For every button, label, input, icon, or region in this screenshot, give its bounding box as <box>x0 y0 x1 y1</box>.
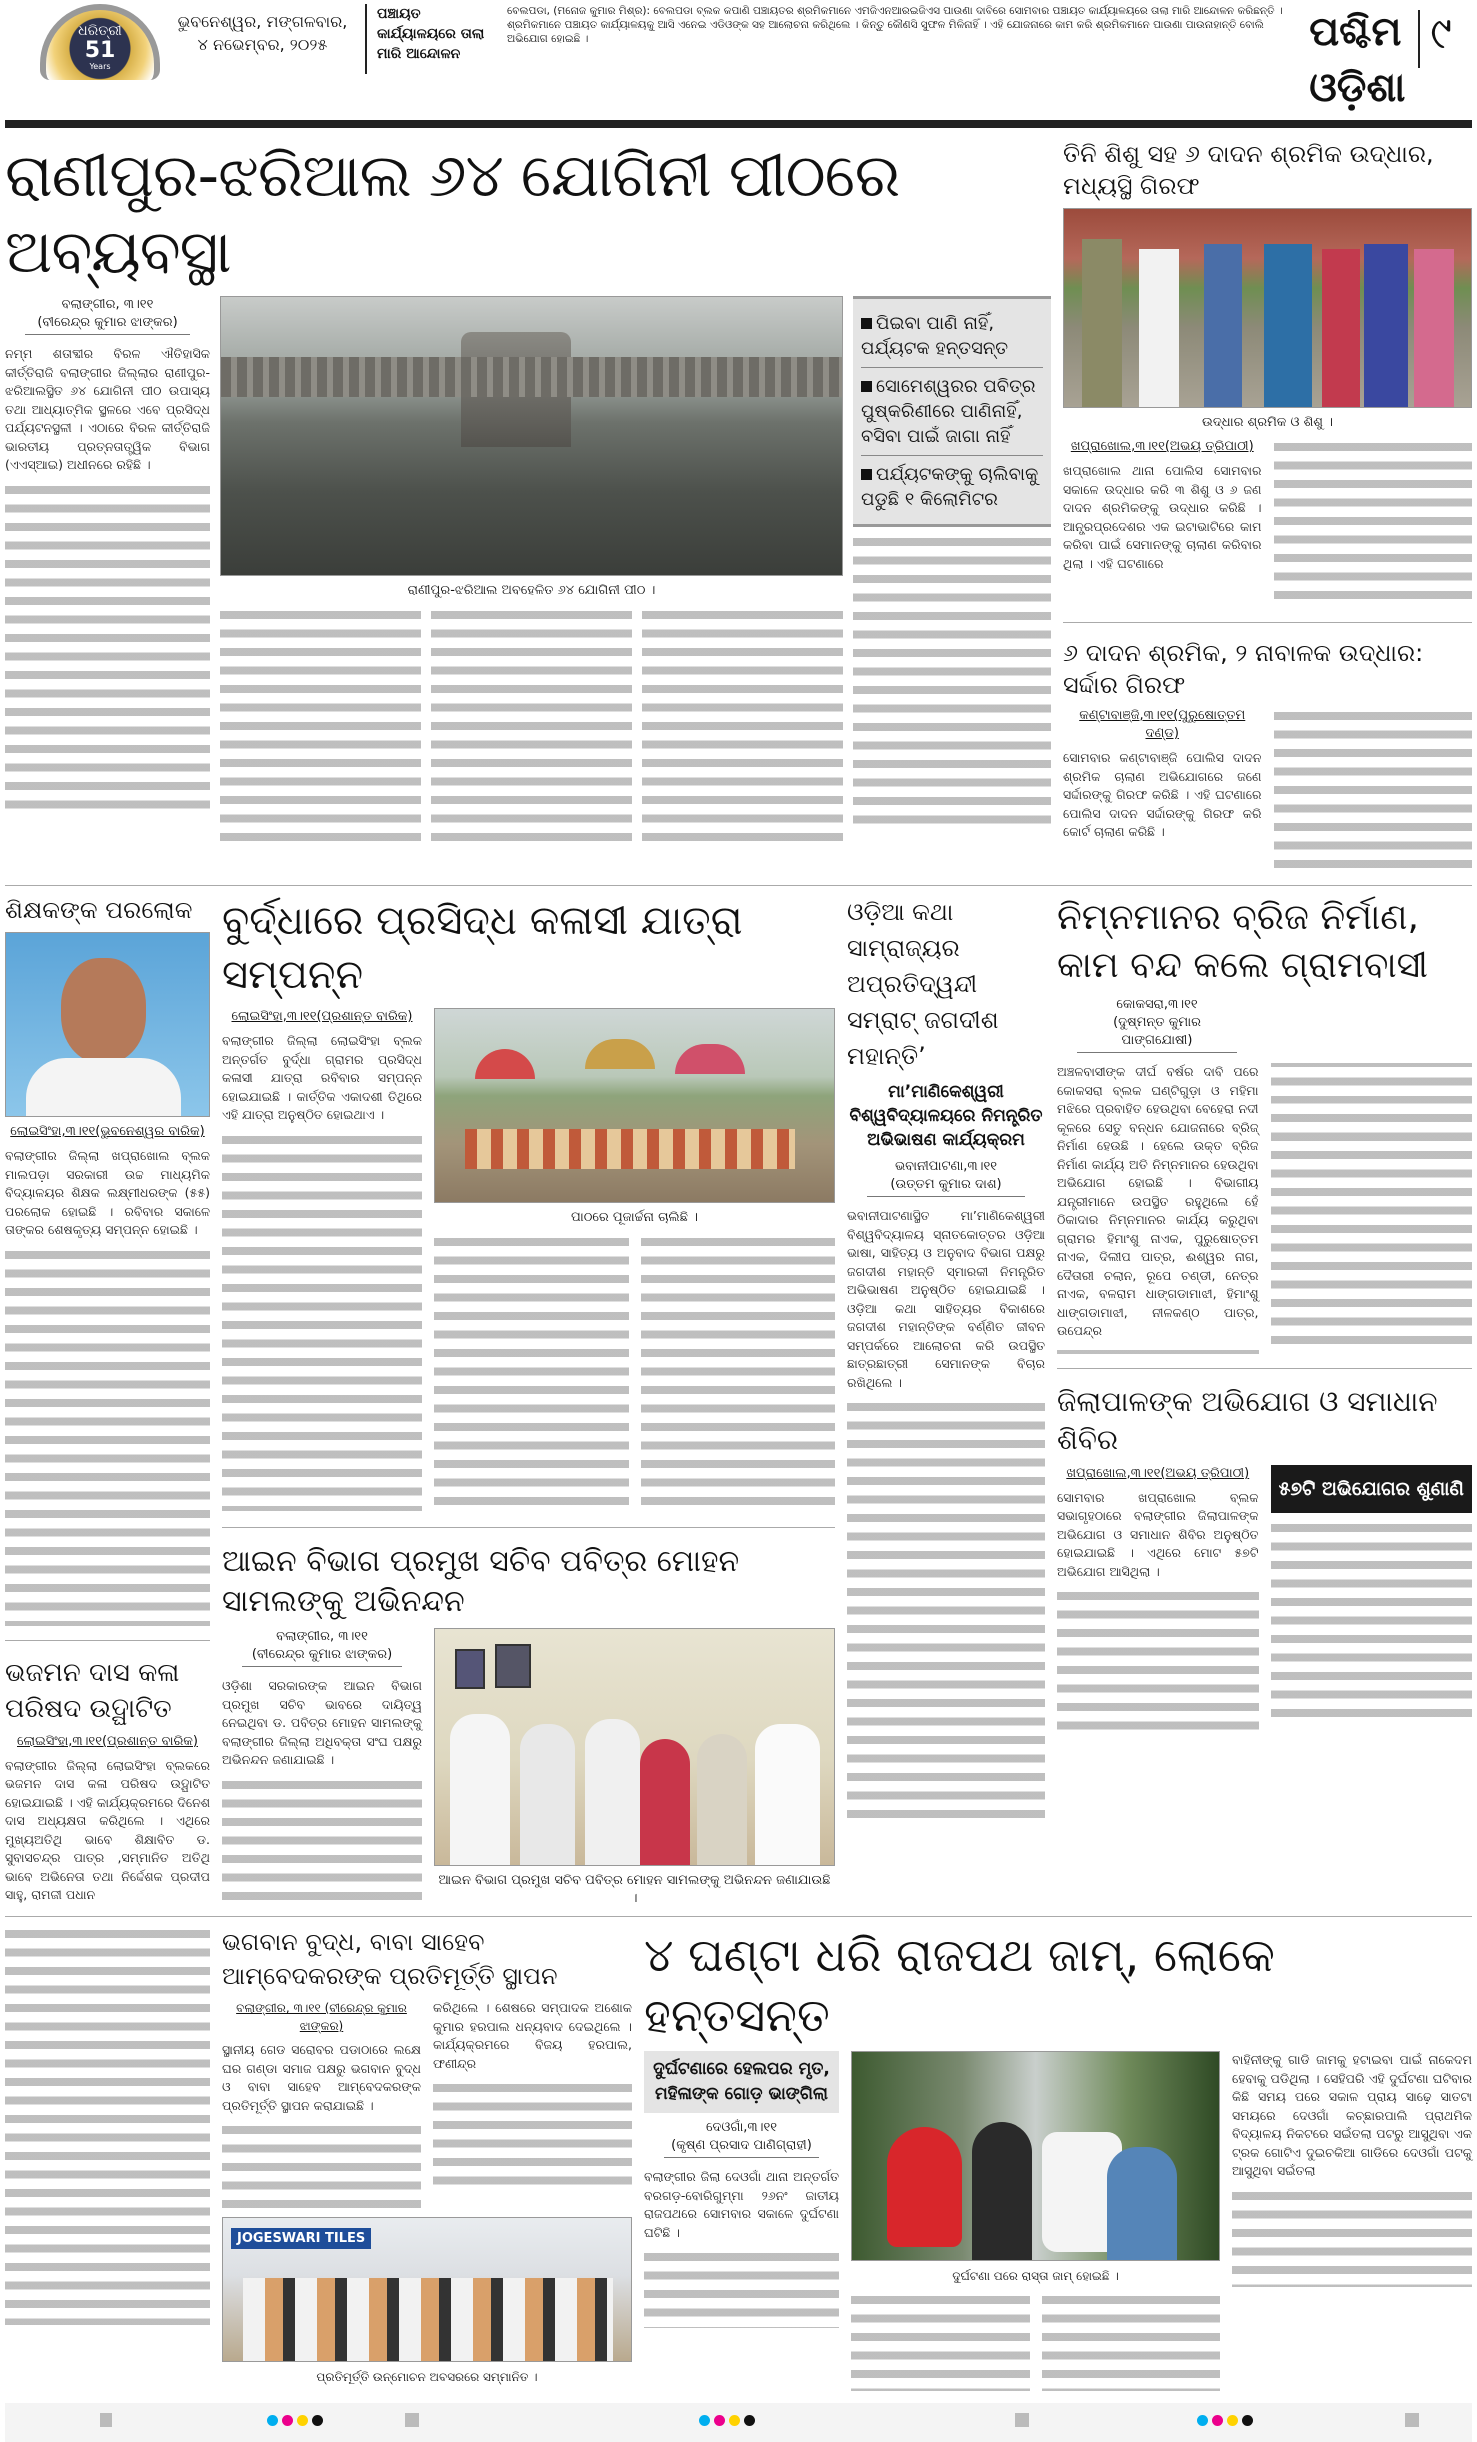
main-body-col-1 <box>5 296 210 811</box>
teacher-portrait <box>5 932 210 1117</box>
page-number: ୯ <box>1430 8 1452 59</box>
text-lines <box>222 1776 422 1906</box>
text-lines <box>642 606 843 846</box>
kalasi-columns <box>222 1008 835 1513</box>
text-lines <box>644 2248 839 2328</box>
kalasi-headline: ବୁର୍ଦ୍ଧାରେ ପ୍ରସିଦ୍ଧ କଳାସୀ ଯାତ୍ରା ସମ୍ପନ୍ନ <box>222 898 743 998</box>
article-body: ଅଞ୍ଚଳବାସୀଙ୍କ ଦୀର୍ଘ ବର୍ଷର ଦାବି ପରେ କୋକସରା ବ୍ଲକ ଘଣ୍ଟିଗୁଡ଼ା ଓ ମହିମା ମଝିରେ ପ୍ରବାହିତ ହେଉଥିବା ବେହେରା ନଦୀ କୂଳରେ ସେତୁ ବନ୍ଧନ ଯୋଜନାରେ ବ୍ରିଜ୍ ନିର୍ମାଣ ହେଉଛି । ହେଲେ ଉକ୍ତ ବ୍ରିଜ ନିର୍ମାଣ କାର୍ଯ୍ୟ ଅତି ନିମ୍ନମାନର ହେଉଥିବା ଅଭିଯୋଗ ହୋଇଛି । ବିଭାଗୀୟ ଯନ୍ତ୍ରୀମାନେ ଉପସ୍ଥିତ ରହୁଥିଲେ ହେଁ ଠିକାଦାର ନିମ୍ନମାନର କାର୍ଯ୍ୟ କରୁଥିବା ଗ୍ରାମର ହିମାଂଶୁ ନାଏକ, ପୁରୁଷୋତ୍ତମ ନାଏକ, ଦିଲୀପ ପାତ୍ର, ଈଶ୍ୱର ନାଗ, ଦୈତାରୀ ଚଲାନ, ରୂପେ ଚଣ୍ଡୀ, ନେତ୍ର ନାଏକ, ବଳରାମ ଧାଙ୍ଗଡାମାଝୀ, ହିମାଂଶୁ ଧାଙ୍ଗଡାମାଝୀ, ନୀଳକଣ୍ଠ ପାତ୍ର, ଉପେନ୍ଦ୍ର <box>1057 1064 1259 1338</box>
text-lines <box>1271 1519 1473 1719</box>
jilapal-body-col-1 <box>1057 1465 1259 1738</box>
jam-photo-column <box>851 2051 1220 2391</box>
article-body: ବଲାଙ୍ଗୀର ଜିଲ୍ଲା ଲୋଇସିଂହା ବ୍ଲକ ଅନ୍ତର୍ଗତ ବୁର୍ଦ୍ଧା ଗ୍ରାମର ପ୍ରସିଦ୍ଧ କଳାସୀ ଯାତ୍ରା ରବିବାର ସମ୍ପନ୍ନ ହୋଇଯାଇଛି । କାର୍ତ୍ତିକ ଏକାଦଶୀ ତିଥିରେ ଏହି ଯାତ୍ରା ଅନୁଷ୍ଠିତ ହୋଇଥାଏ । <box>222 1033 422 1122</box>
row-middle <box>5 894 1472 1908</box>
text-lines <box>1057 1587 1259 1737</box>
center-column <box>222 894 835 1908</box>
photo-caption: ଆଇନ ବିଭାଗ ପ୍ରମୁଖ ସଚିବ ପବିତ୍ର ମୋହନ ସାମଲଙ୍କୁ ଅଭିନନ୍ଦନ ଜଣାଯାଉଛି । <box>438 1873 831 1906</box>
article-body: ସୋମବାର ଖପ୍ରାଖୋଲ ବ୍ଲକ ସଭାଗୃହଠାରେ ବଲାଙ୍ଗୀର ଜିଲାପାଳଙ୍କ ଅଭିଯୋଗ ଓ ସମାଧାନ ଶିବିର ଅନୁଷ୍ଠିତ ହୋଇଯାଇଛି । ଏଥିରେ ମୋଟ ୫୭ଟି ଅଭିଯୋଗ ଆସିଥିଲା । <box>1057 1489 1259 1579</box>
rescue2-body <box>1063 707 1472 877</box>
article-body: ଭବାନୀପାଟଣାସ୍ଥିତ ମା’ମାଣିକେଶ୍ୱରୀ ବିଶ୍ୱବିଦ୍ୟାଳୟ ସ୍ନାତକୋତ୍ତର ଓଡ଼ିଆ ଭାଷା, ସାହିତ୍ୟ ଓ ଅନୁବାଦ ବିଭାଗ ପକ୍ଷରୁ ଜଗଦୀଶ ମହାନ୍ତି ସ୍ମାରକୀ ନିମନ୍ତ୍ରିତ ଅଭିଭାଷଣ ଅନୁଷ୍ଠିତ ହୋଇଯାଇଛି । ଓଡ଼ିଆ କଥା ସାହିତ୍ୟର ବିକାଶରେ ଜଗଦୀଶ ମହାନ୍ତିଙ୍କ ବର୍ଣ୍ଣିତ ଜୀବନ ସମ୍ପର୍କରେ ଆଲୋଚନା କରି ଉପସ୍ଥିତ ଛାତ୍ରଛାତ୍ରୀ ସେମାନଙ୍କ ବିଚାର ରଖିଥିଲେ । <box>847 1208 1045 1390</box>
divider <box>222 1527 835 1528</box>
article-body: କରିଥିଲେ । ଶେଷରେ ସମ୍ପାଦକ ଅଶୋକ କୁମାର ହରପାଲ ଧନ୍ୟବାଦ ଦେଇଥିଲେ । କାର୍ଯ୍ୟକ୍ରମରେ ବିଜୟ ହରପାଲ, ଫଣୀନ୍ଦ୍ର <box>433 2000 632 2071</box>
buddha-story <box>222 1925 632 2386</box>
article-body: ନମ୍ମ ଶତାବ୍ଦୀର ବିରଳ ଐତିହାସିକ କୀର୍ତ୍ତିରାଜି ବଲାଙ୍ଗୀର ଜିଲ୍ଲାର ରାଣୀପୁର-ଝରିଆଲସ୍ଥିତ ୬୪ ଯୋଗିନୀ ପୀଠ ଉପାସ୍ୟ ତଥା ଆଧ୍ୟାତ୍ମିକ ସ୍ଥଳରେ ଏବେ ପ୍ରସିଦ୍ଧ ପର୍ଯ୍ୟଟନସ୍ଥଳୀ । ଏଠାରେ ବିରଳ କୀର୍ତ୍ତିରାଜି ଭାରତୀୟ ପ୍ରତ୍ନତାତ୍ତ୍ୱିକ ବିଭାଗ (ଏଏସ୍ଆଇ) ଅଧୀନରେ ରହିଛି । <box>5 346 210 472</box>
logo-years: Years <box>89 62 111 71</box>
left-column <box>5 894 210 1905</box>
buddha-body-col-1 <box>222 1999 421 2211</box>
text-lines <box>222 2121 421 2211</box>
jam-body-right <box>1232 2051 1472 2287</box>
article-body: ବାହିନୀଙ୍କୁ ଗାଡି ଜାମକୁ ହଟାଇବା ପାଇଁ ନାକେଦମ ହେବାକୁ ପଡିଥିଲା । ସେହିପରି ଏହି ଦୁର୍ଘଟଣା ଘଟିବାର କିଛି ସମୟ ପରେ ସକାଳ ପ୍ରାୟ ସାଢ଼େ ସାତଟା ସମୟରେ ଦେଓଗାଁ କଚ୍ଛାରପାଲି ପ୍ରାଥମିକ ବିଦ୍ୟାଳୟ ନିକଟରେ ସଇଁତଲା ପଟରୁ ଆସୁଥିବା ଏକ ଟ୍ରକ ଗୋଟିଏ ଦୁଇଚକିଆ ଗାଡିରେ ଦେଓଗାଁ ପଟକୁ ଆସୁଥିବା ସଇଁତଲା <box>1232 2052 1472 2178</box>
dateline: ଲୋଇସିଂହା,୩।୧୧(ପ୍ରଶାନ୍ତ ବାରିକ) <box>17 1733 198 1749</box>
cmyk-dots <box>267 2415 323 2426</box>
main-headline: ରାଣୀପୁର-ଝରିଆଲ ୬୪ ଯୋଗିନୀ ପୀଠରେ ଅବ୍ୟବସ୍ଥା <box>5 141 900 287</box>
text-lines <box>434 1233 629 1513</box>
print-registration-strip <box>5 2403 1472 2442</box>
masthead <box>5 0 1472 116</box>
law-photo-column <box>434 1628 835 1908</box>
text-lines <box>1232 2187 1472 2287</box>
jam-story <box>644 1925 1472 2391</box>
jilapal-body-col-2 <box>1271 1465 1473 1719</box>
accident-box: ଦୁର୍ଘଟଣାରେ ହେଲପର ମୃତ, ମହିଳାଙ୍କ ଗୋଡ଼ ଭାଙ୍ଗିଲା <box>644 2051 839 2113</box>
article-body: ସୋମବାର କଣ୍ଟାବାଞ୍ଜି ପୋଲିସ ଦାଦନ ଶ୍ରମିକ ଚାଲାଣ ଅଭିଯୋଗରେ ଜଣେ ସର୍ଦ୍ଦାରଙ୍କୁ ଗିରଫ କରିଛି । ଏହି ଘଟଣାରେ ପୋଲିସ ଦାଦନ ସର୍ଦ୍ଦାରଙ୍କୁ ଗିରଫ କରି କୋର୍ଟ ଚାଲାଣ କରିଛି । <box>1063 750 1262 839</box>
article-body: ସ୍ଥାନୀୟ ଗେଡ ସରୋବର ପଡାଠାରେ ଲକ୍ଷେ ଘର ଗଣ୍ଡା ସମାଜ ପକ୍ଷରୁ ଭଗବାନ ବୁଦ୍ଧ ଓ ବାବା ସାହେବ ଆମ୍ବେଦକରଙ୍କ ପ୍ରତିମୂର୍ତ୍ତି ସ୍ଥାପନ କରାଯାଇଛି । <box>222 2042 421 2113</box>
logo-number: 51 <box>84 38 116 63</box>
bridge-body <box>1057 1063 1472 1354</box>
dateline: ଖପ୍ରାଖୋଲ,୩।୧୧(ଅଭୟ ତ୍ରିପାଠୀ) <box>1066 1465 1250 1481</box>
photo-caption: ଦୁର୍ଘଟଣା ପରେ ରାସ୍ତା ଜାମ୍ ହୋଇଛି । <box>952 2269 1119 2283</box>
bhajaman-continued <box>5 1925 210 2325</box>
logo-text: ଧରିତ୍ରୀ <box>78 23 122 39</box>
law-columns <box>222 1628 835 1908</box>
jagadish-headline: ଓଡ଼ିଆ କଥା ସାମ୍ରାଜ୍ୟର ଅପ୍ରତିଦ୍ୱନ୍ଦୀ ସମ୍ରାଟ୍ ଜଗଦୀଶ ମହାନ୍ତି’ <box>847 898 999 1070</box>
divider <box>1057 1368 1472 1369</box>
teaser-text: ବେଲପଡା, (ମନୋଜ କୁମାର ମିଶ୍ର): ବେଲପଡା ବ୍ଲକ କପାଣି ପଞ୍ଚାୟତର ଶ୍ରମିକମାନେ ଏମଜିଏନଆରଇଜିଏସ ପାଉଣା ଦାବିରେ ସୋମବାର ପଞ୍ଚାୟତ କାର୍ଯ୍ୟାଳୟରେ ତାଲା ମାରି ଆନ୍ଦୋଳନ କରିଛନ୍ତି । ଶ୍ରମିକମାନେ ପଞ୍ଚାୟତ କାର୍ଯ୍ୟାଳୟକୁ ଆସି ଏନେଇ ଏଡିଓଙ୍କ ସହ ଆଲୋଚନା କରିଥିଲେ । କିନ୍ତୁ କୌଣସି ସୁଫଳ ମିଳିନାହିଁ । ଏହି ଯୋଜନାରେ କାମ କରି ଶ୍ରମିକମାନେ ପାଉଣା ପାଉନାହାନ୍ତି ବୋଲି ଅଭିଯୋଗ ହୋଇଛି । <box>507 5 1283 45</box>
main-story-columns <box>5 296 1051 846</box>
kalasi-photo-column <box>434 1008 835 1513</box>
section-title: ପଶ୍ଚିମ ଓଡ଼ିଶା <box>1309 9 1406 111</box>
text-lines <box>847 1398 1045 1818</box>
hearing-count-box: ୫୭ଟି ଅଭିଯୋଗର ଶୁଣାଣି <box>1271 1465 1473 1513</box>
rescue2-body-col-1 <box>1063 707 1262 842</box>
banner-text: JOGESWARI TILES <box>231 2228 371 2249</box>
jam-columns <box>644 2051 1472 2391</box>
dateline: ବଲାଙ୍ଗୀର, ୩।୧୧ (ବୀରେନ୍ଦ୍ର କୁମାର ଝାଙ୍କର) <box>222 1628 422 1671</box>
dateline: କୋକସରା,୩।୧୧ (ଦୁଷ୍ମନ୍ତ କୁମାର ପାଙ୍ଗଯୋଷୀ) <box>1057 996 1257 1057</box>
text-lines <box>853 533 1051 833</box>
text-lines <box>1274 438 1473 608</box>
rescue-headline: ତିନି ଶିଶୁ ସହ ୬ ଦାଦନ ଶ୍ରମିକ ଉଦ୍ଧାର, ମଧ୍ୟସ୍ଥି ଗିରଫ <box>1063 140 1434 200</box>
text-lines <box>433 2079 632 2189</box>
highlight-item: ପର୍ଯ୍ୟଟକଙ୍କୁ ଚାଲିବାକୁ ପଡୁଛି ୧ କିଲୋମିଟର <box>861 464 1039 510</box>
dateline: ଲୋଇସିଂହା,୩।୧୧(ପ୍ରଶାନ୍ତ ବାରିକ) <box>231 1009 413 1024</box>
buddha-body-col-2 <box>433 1999 632 2189</box>
law-headline: ଆଇନ ବିଭାଗ ପ୍ରମୁଖ ସଚିବ ପବିତ୍ର ମୋହନ ସାମଲଙ୍କୁ ଅଭିନନ୍ଦନ <box>222 1544 740 1619</box>
divider <box>5 1640 210 1641</box>
divider <box>1063 622 1472 623</box>
jam-headline: ୪ ଘଣ୍ଟା ଧରି ରାଜପଥ ଜାମ୍, ଲୋକେ ହନ୍ତସନ୍ତ <box>644 1928 1275 2042</box>
photo-caption: ରାଣୀପୁର-ଝରିଆଲ ଅବହେଳିତ ୬୪ ଯୋଗିନୀ ପୀଠ । <box>407 583 656 598</box>
jam-body <box>644 2051 839 2328</box>
highlight-item: ପିଇବା ପାଣି ନାହିଁ, ପର୍ଯ୍ୟଟକ ହନ୍ତସନ୍ତ <box>861 305 1043 368</box>
date-line-1: ଭୁବନେଶ୍ୱର, ମଙ୍ଗଳବାର, <box>177 12 348 31</box>
temple-photo <box>220 296 843 576</box>
traffic-jam-photo <box>851 2051 1220 2261</box>
law-body <box>222 1628 422 1906</box>
dateline: ଖପ୍ରାଖୋଲ,୩।୧୧(ଅଭୟ ତ୍ରିପାଠୀ) <box>1070 439 1254 454</box>
main-sidebar <box>853 296 1051 833</box>
cmyk-dots <box>1197 2415 1253 2426</box>
text-lines <box>1042 2291 1221 2391</box>
yatra-photo <box>434 1008 835 1203</box>
text-lines <box>222 1131 422 1511</box>
right-column-middle <box>1057 894 1472 1737</box>
buddha-body <box>222 1999 632 2211</box>
rescue-body <box>1063 438 1472 608</box>
dateline: ବଲାଙ୍ଗୀର, ୩।୧୧ (ବୀରେନ୍ଦ୍ର କୁମାର ଝାଙ୍କର) <box>236 2001 407 2033</box>
text-lines <box>431 606 632 846</box>
dateline: ଲୋଇସିଂହା,୩।୧୧(ଭୁବନେଶ୍ୱର ବାରିକ) <box>10 1124 205 1139</box>
teaser-title: ପଞ୍ଚାୟତ କାର୍ଯ୍ୟାଳୟରେ ତାଲା ମାରି ଆନ୍ଦୋଳନ <box>377 6 485 62</box>
right-column-top <box>1063 138 1472 877</box>
main-story <box>5 138 1051 846</box>
jilapal-body <box>1057 1465 1472 1738</box>
rescued-workers-photo <box>1063 208 1472 408</box>
article-body: ବଲାଙ୍ଗୀର ଜିଲ୍ଲା ଲୋଇସିଂହା ବ୍ଲକରେ ଭଜମନ ଦାସ କଳା ପରିଷଦ ଉଦ୍ଘାଟିତ ହୋଇଯାଇଛି । ଏହି କାର୍ଯ୍ୟକ୍ରମରେ ଦିନେଶ ଦାସ ଅଧ୍ୟକ୍ଷତା କରିଥିଲେ । ଏଥିରେ ମୁଖ୍ୟଅତିଥି ଭାବେ ଶିକ୍ଷାବିତ ଡ. ସୁବାସଚନ୍ଦ୍ର ପାତ୍ର ,ସମ୍ମାନିତ ଅତିଥି ଭାବେ ଅଭିନେତା ତଥା ନିର୍ଦ୍ଦେଶକ ପ୍ରଦୀପ ସାହୁ, ରାମଜୀ ପଧାନ <box>5 1757 210 1902</box>
text-lines <box>5 481 210 811</box>
text-lines <box>220 606 421 846</box>
divider <box>365 4 367 74</box>
dateline: ଦେଓଗାଁ,୩।୧୧ (କୃଷ୍ଣ ପ୍ରସାଦ ପାଣିଗ୍ରାହୀ) <box>644 2119 839 2162</box>
main-photo-column <box>220 296 843 846</box>
text-lines <box>5 1925 210 2325</box>
article-body: ଖପ୍ରାଖୋଲ ଥାନା ପୋଲିସ ସୋମବାର ସକାଳେ ଉଦ୍ଧାର କରି ୩ ଶିଶୁ ଓ ୬ ଜଣ ଦାଦନ ଶ୍ରମିକଙ୍କୁ ଉଦ୍ଧାର କରିଛି । ଆନ୍ଧ୍ରପ୍ରଦେଶର ଏକ ଇଟାଭାଟିରେ କାମ କରିବା ପାଇଁ ସେମାନଙ୍କୁ ଚାଲାଣ କରିବାର ଥିଲା । ଏହି ଘଟଣାରେ <box>1063 463 1262 571</box>
jagadish-subhead: ମା’ମାଣିକେଶ୍ୱରୀ ବିଶ୍ୱବିଦ୍ୟାଳୟରେ ନିମନ୍ତ୍ରିତ ଅଭିଭାଷଣ କାର୍ଯ୍ୟକ୍ରମ <box>849 1082 1043 1150</box>
masthead-rule <box>5 120 1472 128</box>
bridge-headline: ନିମ୍ନମାନର ବ୍ରିଜ ନିର୍ମାଣ, କାମ ବନ୍ଦ କଲେ ଗ୍ରାମବାସୀ <box>1057 897 1429 986</box>
highlights-box <box>853 296 1051 527</box>
highlight-item: ସୋମେଶ୍ୱରର ପବିତ୍ର ପୁଷ୍କରିଣୀରେ ପାଣିନାହିଁ, ବସିବା ପାଇଁ ଜାଗା ନାହିଁ <box>861 368 1043 456</box>
photo-caption: ଉଦ୍ଧାର ଶ୍ରମିକ ଓ ଶିଶୁ । <box>1202 415 1333 430</box>
buddha-headline: ଭଗବାନ ବୁଦ୍ଧ, ବାବା ସାହେବ ଆମ୍ବେଦକରଙ୍କ ପ୍ରତିମୂର୍ତ୍ତି ସ୍ଥାପନ <box>222 1928 558 1990</box>
cmyk-dots <box>699 2415 755 2426</box>
dateline: ଭବାନୀପାଟଣା,୩।୧୧ (ଉତ୍ତମ କୁମାର ଦାଶ) <box>847 1158 1045 1201</box>
main-body-lower <box>220 606 843 846</box>
bhajaman-headline: ଭଜମନ ଦାସ କଳା ପରିଷଦ ଉଦ୍ଘାଟିତ <box>5 1657 180 1724</box>
logo <box>40 4 160 80</box>
section-rule <box>5 1916 1472 1917</box>
rescue-body-col-1 <box>1063 438 1262 573</box>
felicitation-photo <box>434 1628 835 1866</box>
article-body: ବଲାଙ୍ଗୀର ଜିଲା ଦେଓଗାଁ ଥାନା ଅନ୍ତର୍ଗତ ବରଗଡ଼-ବୋରିଗୁମ୍ମା ୨୬ନଂ ଜାତୀୟ ରାଜପଥରେ ସୋମବାର ସକାଳେ ଦୁର୍ଘଟଣା ଘଟିଛି । <box>644 2169 839 2240</box>
date-line-2: ୪ ନଭେମ୍ବର, ୨୦୨୫ <box>197 35 328 54</box>
section-rule <box>5 885 1472 886</box>
issue-date <box>170 4 355 56</box>
article-body: ଓଡ଼ିଶା ସରକାରଙ୍କ ଆଇନ ବିଭାଗ ପ୍ରମୁଖ ସଚିବ ଭାବରେ ଦାୟିତ୍ୱ ନେଇଥିବା ଡ. ପବିତ୍ର ମୋହନ ସାମଲଙ୍କୁ ବଲାଙ୍ଗୀର ଜିଲ୍ଲା ଅଧିବକ୍ତା ସଂଘ ପକ୍ଷରୁ ଅଭିନନ୍ଦନ ଜଣାଯାଇଛି । <box>222 1678 422 1767</box>
obituary-headline: ଶିକ୍ଷକଙ୍କ ପରଲୋକ <box>5 896 193 924</box>
jagadish-column <box>847 894 1045 1818</box>
photo-caption: ପାଠରେ ପୂଜାର୍ଚ୍ଚନା ଚାଲିଛି । <box>571 1210 698 1225</box>
jilapal-headline: ଜିଲାପାଳଙ୍କ ଅଭିଯୋଗ ଓ ସମାଧାନ ଶିବିର <box>1057 1384 1438 1456</box>
kalasi-body <box>222 1008 422 1511</box>
dateline: ବଲାଙ୍ଗୀର, ୩।୧୧ (ବୀରେନ୍ଦ୍ର କୁମାର ଝାଙ୍କର) <box>5 296 210 339</box>
divider <box>1418 10 1420 68</box>
text-lines <box>641 1233 836 1513</box>
text-lines <box>5 1246 210 1626</box>
kalasi-body-lower <box>434 1233 835 1513</box>
text-lines <box>1274 707 1473 877</box>
statue-inauguration-photo <box>222 2217 632 2362</box>
row-top <box>5 138 1472 877</box>
text-lines <box>851 2291 1030 2391</box>
row-bottom <box>5 1925 1472 2391</box>
photo-caption: ପ୍ରତିମୂର୍ତ୍ତି ଉନ୍ମୋଚନ ଅବସରରେ ସମ୍ମାନିତ । <box>316 2370 538 2384</box>
dateline: କଣ୍ଟାବାଞ୍ଜି,୩।୧୧(ପୁରୁଷୋତ୍ତମ ଦଣ୍ଡ) <box>1079 708 1246 741</box>
article-body: ବଲାଙ୍ଗୀର ଜିଲ୍ଲା ଖପ୍ରାଖୋଲ ବ୍ଲକ ମାଲପଡ଼ା ସରକାରୀ ଉଚ୍ଚ ମାଧ୍ୟମିକ ବିଦ୍ୟାଳୟର ଶିକ୍ଷକ ଲକ୍ଷ୍ମୀଧରଙ୍କ (୫୫) ପରଲୋକ ହୋଇଛି । ରବିବାର ସକାଳେ ତାଙ୍କର ଶେଷକୃତ୍ୟ ସମ୍ପନ୍ନ ହୋଇଛି । <box>5 1148 210 1237</box>
rescue2-headline: ୬ ଦାଦନ ଶ୍ରମିକ, ୨ ନାବାଳକ ଉଦ୍ଧାର: ସର୍ଦ୍ଦାର ଗିରଫ <box>1063 639 1424 699</box>
jam-body-lower <box>851 2291 1220 2391</box>
